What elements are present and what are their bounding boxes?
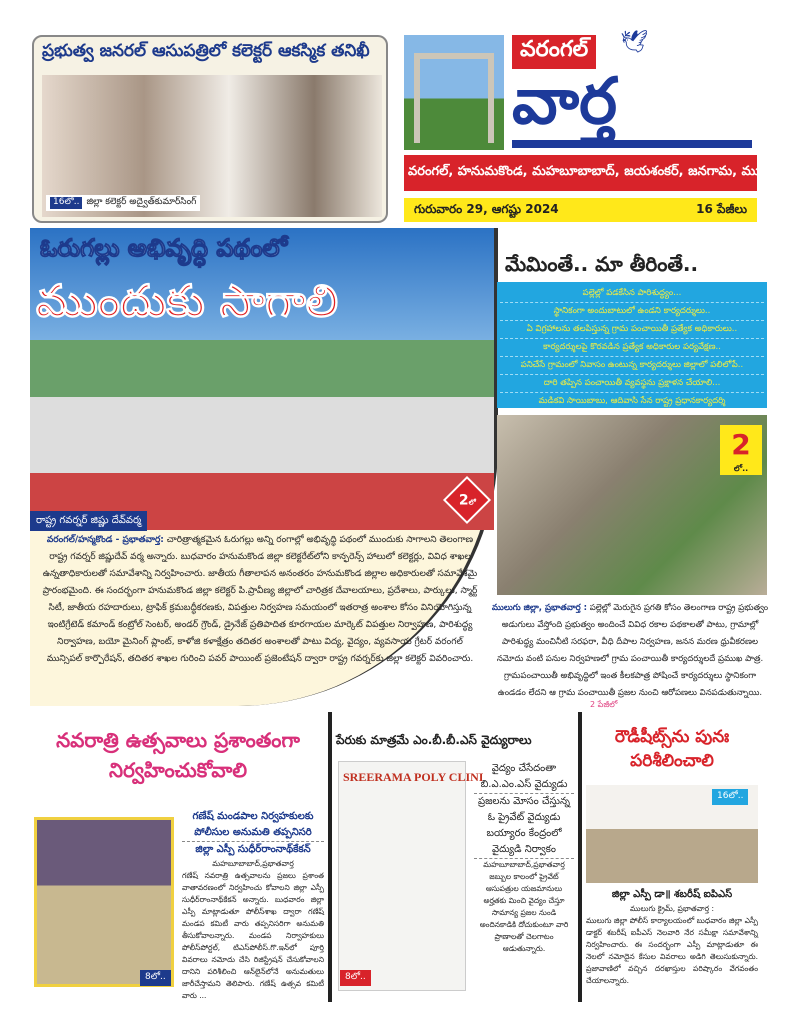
- right-story-body: ములుగు జిల్లా, ప్రభాతవార్త : పల్లెల్లో మెరుగైన ప్రగతి కోసం తెలంగాణ రాష్ట్ర ప్రభుత్వం అడుగులు వేస్తోంది ప్రభుత్వం అందించే వివిధ రకాల పథకాలతో పాటు, గ్రామాల్లో పారిశుద్ధ్య మంచినీటి సరఫరా, వీధి దీపాల నిర్వహణ, జనన మరణ ధ్రువీకరణల నమోదు వంటి పనుల నిర్వహణలో గ్రామ పంచాయితీ కార్యదర్శులదే ప్రముఖ పాత్ర. గ్రామపంచాయితీ అభివృద్ధిలో ఇంత కీలకపాత్ర పోషించే కార్యదర్శులు స్థానికంగా ఉండడం లేదని ఆ గ్రామ పంచాయితీ ప్రజల నుంచి ఆరోపణలు వినపడుతున్నాయి.: [491, 603, 769, 698]
- top-story-headline: ప్రభుత్వ జనరల్ ఆసుపత్రిలో కలెక్టర్ ఆకస్మిక తనిఖీ: [42, 41, 370, 61]
- logo-small-text: వరంగల్: [512, 35, 596, 69]
- highlight-item: పల్లెల్లో పడకేసిన పారిశుద్ధ్యం...: [500, 285, 764, 303]
- district-bar: వరంగల్, హనుమకొండ, మహబూబాబాద్, జయశంకర్, జనగామ, ములుగు: [404, 155, 757, 191]
- story-body: ములుగు జిల్లా పోలీస్ కార్యాలయంలో బుధవారం జిల్లా ఎస్పీ డాక్టర్ శబరీష్ ఐపీఎస్ నెలవారి నేర సమీక్షా సమావేశాన్ని నిర్వహించారు. ఈ సందర్భంగా ఎస్పీ మాట్లాడుతూ ఈ నెలలో నమోదైన కేసుల వివరాలు అడిగి తెలుసుకున్నారు. ప్రజావాణిలో వచ్చిన దరఖాస్తుల పరిష్కారం వేగవంతం చేయాలన్నారు.: [586, 916, 758, 985]
- continued-link[interactable]: 2 పేజీలో: [590, 700, 618, 709]
- page-ref[interactable]: 8లో..: [340, 970, 371, 986]
- highlights-box: [497, 282, 767, 408]
- story-headline: రౌడీషీట్స్‌ను పునః పరిశీలించాలి: [614, 727, 730, 771]
- highlight-item: ఏ విగ్రహాలను తలపిస్తున్న గ్రామ పంచాయితీ ప్రత్యేక అధికారులు..: [500, 321, 764, 339]
- dateline: మహబూబాబాద్,ప్రభాతవార్త: [474, 858, 574, 871]
- lead-story: [30, 228, 498, 706]
- page-2-badge[interactable]: 2లో: [443, 476, 491, 524]
- photo-caption: [46, 195, 200, 211]
- subheading: ప్రజలను మోసం చేస్తున్న ఓ ప్రైవేట్ వైద్యుడు: [474, 793, 574, 826]
- lead-caption: రాష్ట్ర గవర్నర్ జిష్ణు దేవ్‌వర్మ: [30, 511, 147, 531]
- prescription-photo: [338, 761, 484, 991]
- lead-body: వరంగల్/హన్మకొండ - ప్రభాతవార్త: చారిత్రాత్మకమైన ఓరుగల్లు అన్ని రంగాల్లో అభివృద్ధి పథంలో ముందుకు సాగాలని తెలంగాణ రాష్ట్ర గవర్నర్ జిష్ణుదేవ్ వర్మ అన్నారు. బుధవారం హనుమకొండ జిల్లా కలెక్టరేట్‌లోని కాన్ఫరెన్స్ హాలులో కలెక్టర్లు, వివిధ శాఖల ఉన్నతాధికారులతో సమావేశాన్ని నిర్వహించారు. జాతీయ గీతాలాపన అనంతరం హనుమకొండ జిల్లాల అధికారులతో సమావేశమై ప్రారంభమైంది. ఈ సందర్భంగా హనుమకొండ జిల్లా కలెక్టర్ పి.ప్రావీణ్య జిల్లాలో చారిత్రక దేవాలయాలు, ప్రదేశాలు, పార్కులు, స్మార్ట్ సిటీ, జాతీయ రహదారులు, ట్రాఫిక్ క్రమబద్ధీకరణకు, విపత్తుల నిర్వహణ సమయంలో ఇతరాత్ర అంశాల కోసం వినియోగిస్తున్న ఇంటిగ్రేటెడ్ కమాండ్ కంట్రోల్ సెంటర్, అండర్ గ్రౌండ్, డ్రైనేజ్ ప్రతిపాదిత కూరగాయల మార్కెట్ విపత్తుల నిర్వాహణ, పారిశుద్ధ్య నిర్వాహణ, బయో మైనింగ్ ప్లాంట్, కాళోజి కళాక్షేత్రం తదితర అంశాలతో పాటు విద్య, వైద్యం, వ్యవసాయ గ్రేటర్ వరంగల్ మున్సిపల్ కార్పొరేషన్, తదితర శాఖల గురించి పవర్ పాయింట్ ప్రజెంటేషన్ ద్వారా రాష్ట్ర గవర్నర్‌కు జిల్లా కలెక్టర్ వివరించారు.: [42, 535, 478, 664]
- subheading: గణేష్ మండపాల నిర్వహకులకు పోలీసుల అనుమతి తప్పనిసరి: [192, 811, 314, 838]
- highlight-item: స్థానికంగా అందుబాటులో ఉండని కార్యదర్శులు..: [500, 303, 764, 321]
- subheading: జిల్లా ఎస్పీ సుధీర్‌రాంనాథ్‌కేకన్: [182, 841, 324, 858]
- column-divider: [578, 712, 582, 1002]
- rowdy-sheets-story: [586, 725, 758, 1000]
- story-headline: పేరుకు మాత్రమే ఎం.బీ.బీ.ఎస్ వైద్యురాలు: [336, 733, 532, 747]
- story-body: జబ్బుల కాలంలో ప్రైవేట్ ఆసుపత్రుల యజమానులు అర్హతకు మించి వైద్యం చేస్తూ సామాన్య ప్రజల నుండి అందినకాడికి దోచుకుంటూ వారి ప్రాణాలతో చెలగాటం ఆడుతున్నారు.: [479, 872, 569, 953]
- top-story: [32, 35, 388, 223]
- date-bar: [404, 198, 757, 222]
- lead-kicker: ఓరుగల్లు అభివృద్ధి పథంలో: [40, 234, 288, 262]
- story-headline: నవరాత్రి ఉత్సవాలు ప్రశాంతంగా నిర్వహించుకోవాలి: [56, 728, 300, 782]
- subheading: జిల్లా ఎస్పీ డా॥ శబరీష్ ఐపిఎస్: [611, 889, 733, 900]
- logo: వార్త: [512, 65, 618, 139]
- highlight-item: మడికవి సాయిబాబు, ఆదివాసి సేన రాష్ట్ర ప్రధానకార్యదర్శి: [538, 396, 726, 406]
- kakatiya-gate-image: [404, 35, 504, 150]
- page-ref[interactable]: 8లో..: [140, 970, 171, 986]
- highlight-item: దారి తప్పిన పంచాయితీ వ్యవస్థను ప్రక్షాళన చేయాలి...: [500, 375, 764, 393]
- issue-date: గురువారం 29, ఆగష్టు 2024: [414, 202, 559, 216]
- doctor-story: [336, 725, 574, 1000]
- highlight-item: పనిచేసే గ్రామంలో నివాసం ఉంటున్న కార్యదర్శులు జిల్లాలో పలిలోపే..: [500, 357, 764, 375]
- sp-photo: [34, 817, 174, 987]
- right-story-headline: మేమింతే.. మా తీరింతే..: [505, 252, 699, 276]
- governor-photo: [30, 340, 494, 530]
- page-2-badge[interactable]: 2 లో..: [720, 425, 762, 475]
- dove-icon: 🕊: [620, 30, 648, 55]
- dateline: మహబూబాబాద్,ప్రభాతవార్త: [212, 859, 294, 868]
- column-divider: [328, 712, 332, 1002]
- dateline: ములుగు క్రైమ్, ప్రభాతవార్త :: [630, 904, 714, 913]
- page-count: 16 పేజీలు: [696, 202, 747, 216]
- clinic-name: SREERAMA POLY CLINI: [343, 770, 484, 784]
- lead-headline: ముందుకు సాగాలి: [36, 276, 339, 327]
- subheading: వైద్యం చేసేదంతా బి.ఎ.ఎం.ఎస్ వైద్యుడు: [480, 763, 568, 790]
- navaratri-story: [32, 725, 324, 1000]
- story-body: గణేష్ నవరాత్రి ఉత్సవాలను ప్రజలు ప్రశాంత వాతావరణంలో నిర్వహించు కోవాలని జిల్లా ఎస్పీ సుధీర్‌రాంనాథ్‌కేకన్ అన్నారు. బుధవారం జిల్లా ఎస్పీ మాట్లాడుతూ పోలీస్‌శాఖ ద్వారా గణేష్ మండప కమిటీ వారు తప్పనిసరిగా అనుమతి తీసుకోవాలన్నారు. మండప నిర్వాహకులు పోలీస్‌పోర్టల్, టిఎస్‌పోలీస్.గొ.ఇన్‌లో పూర్తి వివరాలు నమోదు చేసి రిజిస్ట్రేషన్ చేసుకోవాలని దానిని పరిశీలించి ఆన్‌లైన్‌లోనే అనుమతులు జారీచేస్తామని తెలిపారు. గణేష్ ఉత్సవ కమిటీ వారు ...: [182, 871, 324, 1000]
- caption-text: జిల్లా కలెక్టర్ అద్వైత్‌కుమార్‌సింగ్: [86, 197, 197, 207]
- subheading: బయ్యారం కేంద్రంలో వైద్యుడి నిర్వాకం: [486, 828, 562, 855]
- page-ref[interactable]: 16లో..: [712, 789, 748, 805]
- logo-underline: [512, 140, 752, 148]
- page-ref[interactable]: 16లో..: [50, 197, 82, 209]
- highlight-item: కార్యదర్శులపై కొరవడిన ప్రత్యేక అధికారుల పర్యవేక్షణ..: [500, 339, 764, 357]
